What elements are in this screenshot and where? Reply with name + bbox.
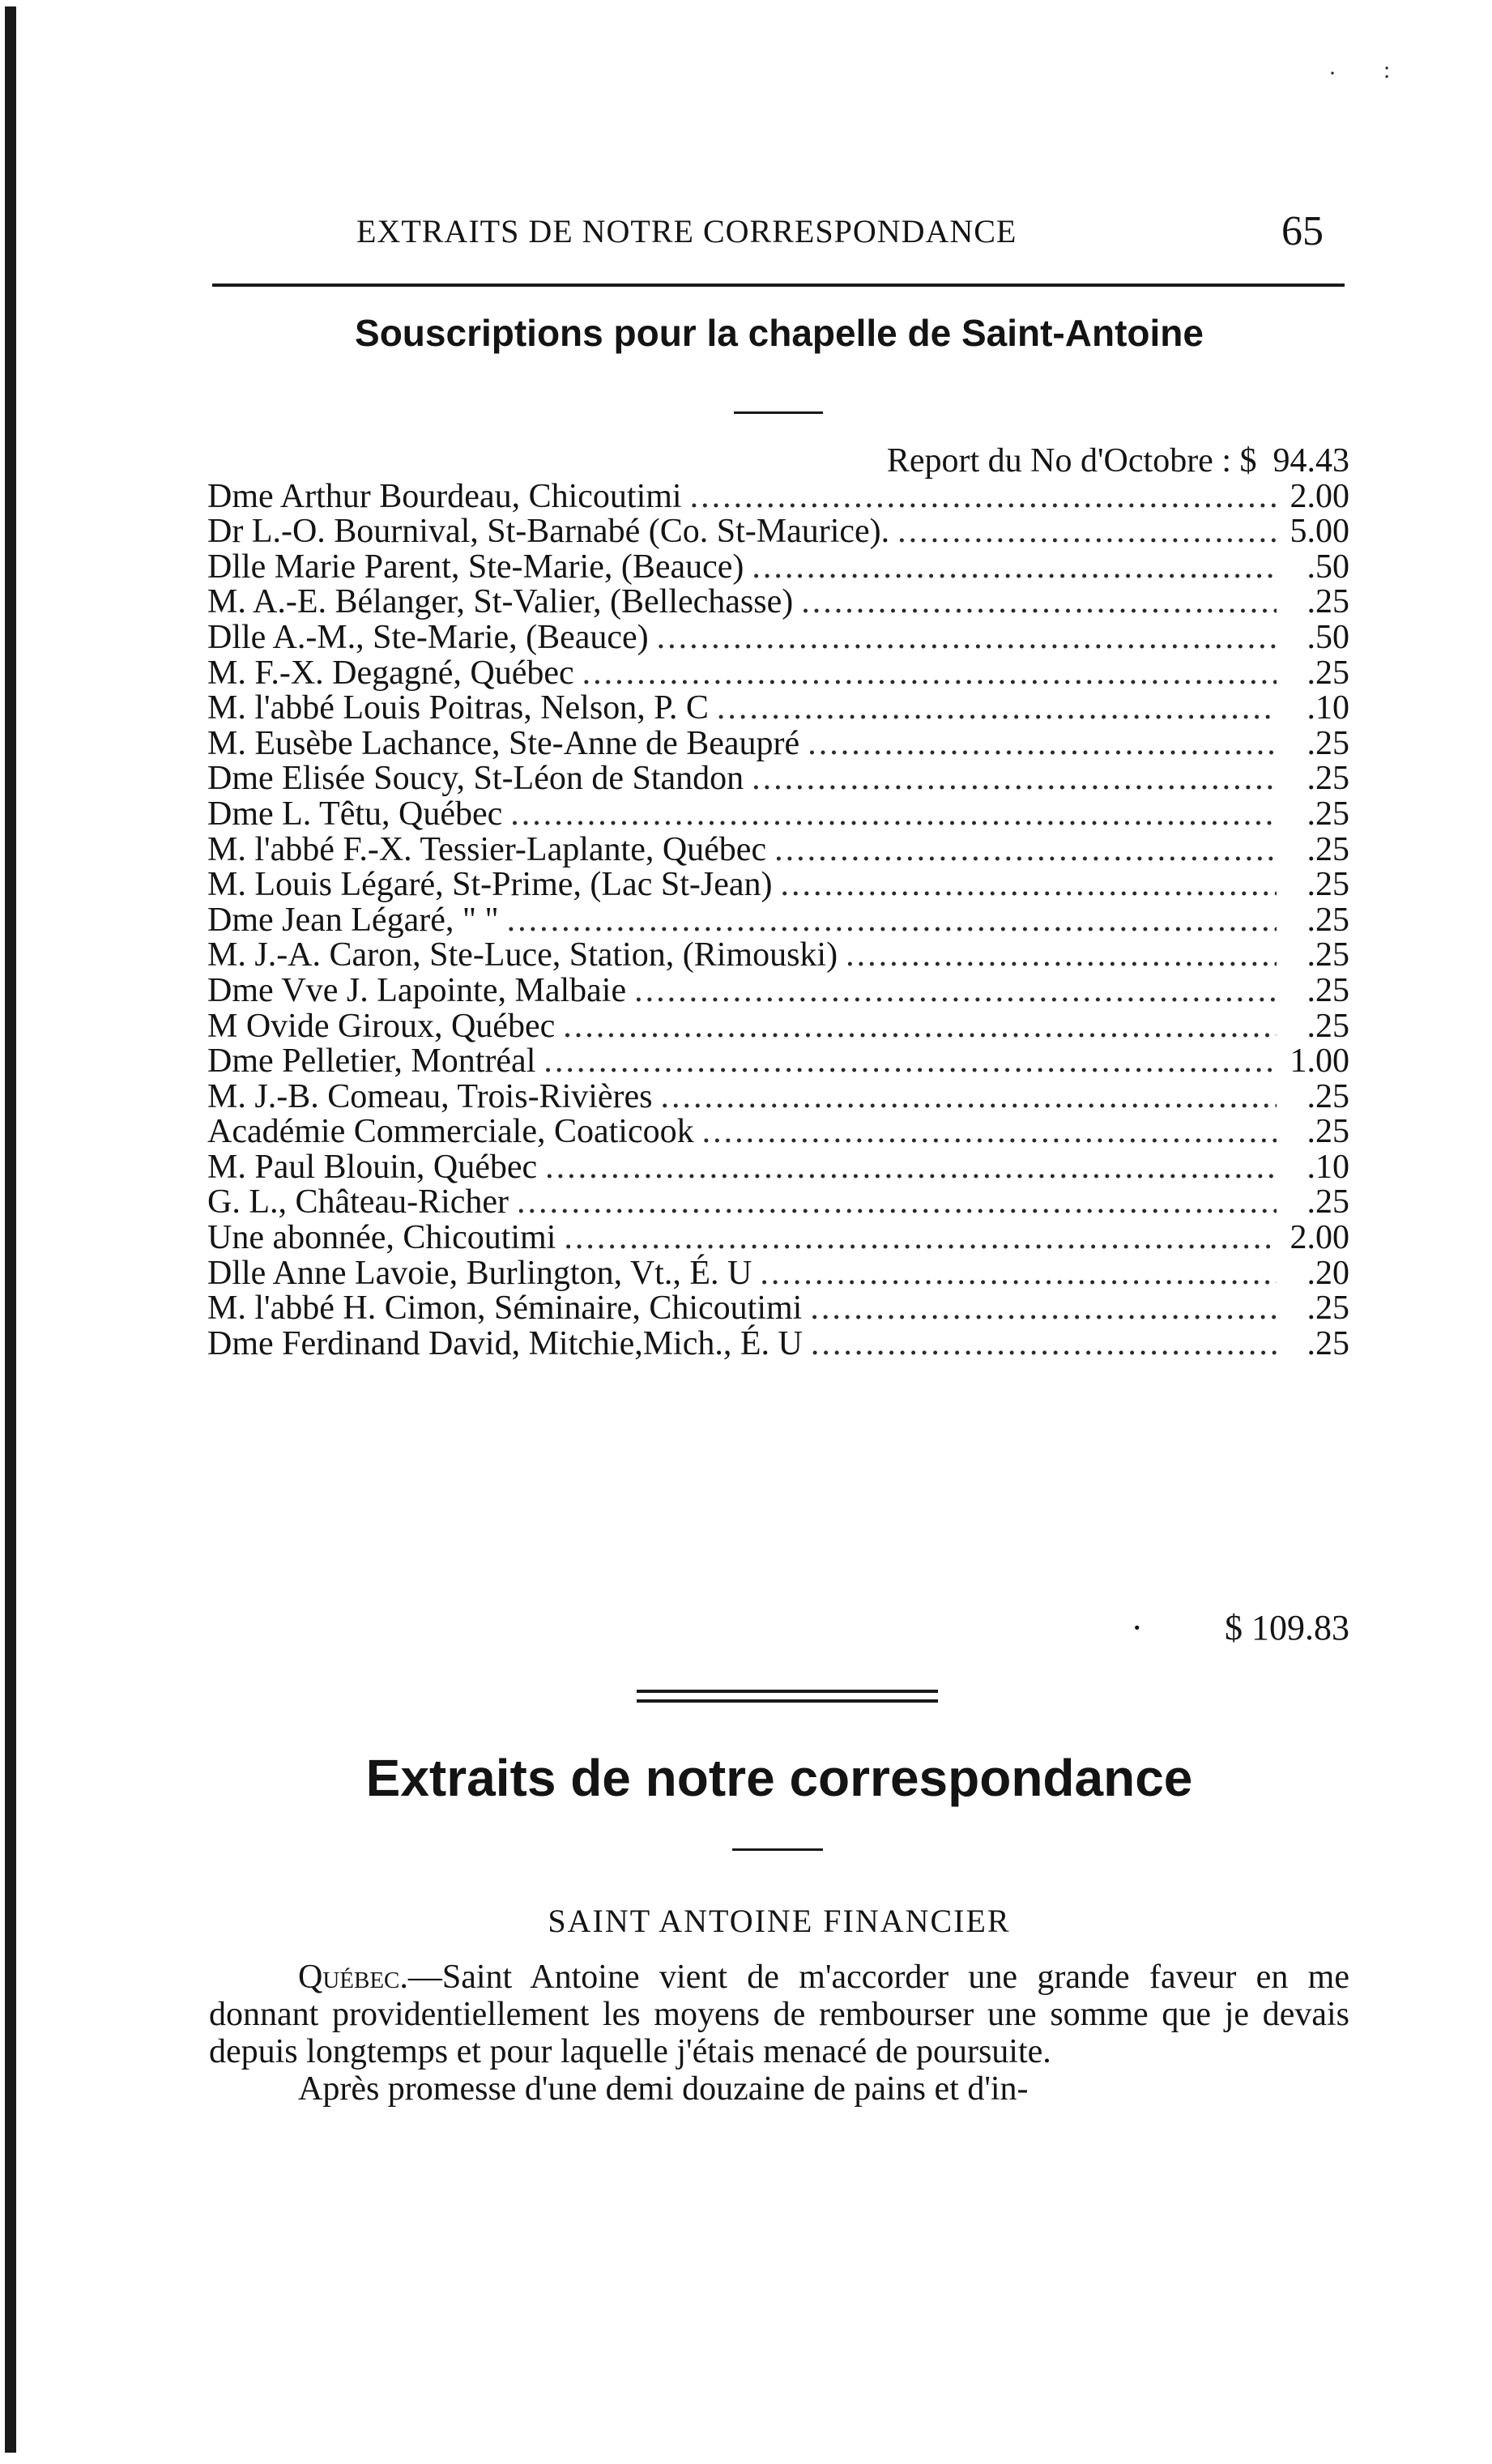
subscriber-name: M. Paul Blouin, Québec xyxy=(207,1148,538,1186)
subscription-amount: .25 xyxy=(1307,971,1349,1009)
title-separator xyxy=(734,411,823,414)
subscriber-name: Dme Arthur Bourdeau, Chicoutimi xyxy=(207,477,682,515)
subscription-rows xyxy=(207,477,1349,1362)
dot-leader xyxy=(510,797,1277,833)
header-rule xyxy=(212,283,1345,287)
subscription-row xyxy=(207,1077,1349,1115)
dot-leader xyxy=(752,761,1277,797)
subscriptions-title: Souscriptions pour la chapelle de Saint-Antoine xyxy=(355,312,1204,354)
subscriber-name: M Ovide Giroux, Québec xyxy=(207,1007,556,1045)
subscriber-name: Dme Jean Légaré, " " xyxy=(207,901,499,939)
dot-leader xyxy=(517,1185,1277,1221)
dot-leader xyxy=(661,1080,1277,1115)
subscription-row xyxy=(207,1009,1349,1045)
subscriber-name: Dme Ferdinand David, Mitchie,Mich., É. U xyxy=(207,1324,803,1362)
subscriber-name: Dme Elisée Soucy, St-Léon de Standon xyxy=(207,760,744,798)
subscription-amount: .50 xyxy=(1307,548,1349,586)
subscription-row xyxy=(207,830,1349,868)
heading-separator xyxy=(732,1848,823,1851)
dot-leader xyxy=(563,1009,1277,1045)
subscription-row xyxy=(207,1256,1349,1292)
subscription-amount: .25 xyxy=(1307,1113,1349,1151)
subscriber-name: Académie Commerciale, Coaticook xyxy=(207,1113,694,1151)
dot-leader xyxy=(507,903,1277,939)
subscriber-name: M. l'abbé Louis Poitras, Nelson, P. C xyxy=(207,689,709,727)
subscription-amount: .25 xyxy=(1307,830,1349,868)
dot-leader xyxy=(897,514,1277,550)
dot-leader xyxy=(690,480,1277,515)
subscription-amount: .25 xyxy=(1307,1324,1349,1362)
report-row xyxy=(207,444,1349,480)
subscription-amount: .10 xyxy=(1307,689,1349,727)
running-title: EXTRAITS DE NOTRE CORRESPONDANCE xyxy=(356,213,1017,249)
subscription-amount: .25 xyxy=(1307,760,1349,798)
subscriber-name: Dme Vve J. Lapointe, Malbaie xyxy=(207,971,627,1009)
running-head xyxy=(214,208,1348,254)
subscriber-name: M. l'abbé F.-X. Tessier-Laplante, Québec xyxy=(207,830,767,868)
dot-leader xyxy=(545,1150,1277,1186)
article-body xyxy=(209,1959,1349,2108)
page-number: 65 xyxy=(1281,208,1324,254)
total-row xyxy=(972,1607,1349,1648)
subscriber-name: M. J.-B. Comeau, Trois-Rivières xyxy=(207,1077,653,1115)
subscription-row xyxy=(207,868,1349,903)
subscription-amount: .25 xyxy=(1307,724,1349,762)
subscriber-name: Une abonnée, Chicoutimi xyxy=(207,1219,556,1257)
subscription-row xyxy=(207,691,1349,727)
subscription-row xyxy=(207,656,1349,692)
subscription-amount: .25 xyxy=(1307,1077,1349,1115)
subscription-row xyxy=(207,1291,1349,1327)
subscriber-name: M. Louis Légaré, St-Prime, (Lac St-Jean) xyxy=(207,866,773,904)
subscription-row xyxy=(207,585,1349,620)
subscription-row xyxy=(207,797,1349,833)
subscription-row xyxy=(207,938,1349,974)
dot-leader xyxy=(846,938,1277,974)
subscription-amount: .25 xyxy=(1307,1007,1349,1045)
paragraph: Québec.—Saint Antoine vient de m'accorder une grande faveur en me donnant providentiellement les moyens de rembourser une somme que je devais depuis longtemps et pour laquelle j'étais menacé de poursuite. xyxy=(209,1959,1349,2070)
subscriber-name: M. F.-X. Degagné, Québec xyxy=(207,654,574,692)
paragraph-text: Après promesse d'une demi douzaine de pains et d'in- xyxy=(298,2070,1029,2108)
subscriber-name: M. J.-A. Caron, Ste-Luce, Station, (Rimouski) xyxy=(207,936,838,974)
subscription-row xyxy=(207,550,1349,586)
subscription-amount: 2.00 xyxy=(1290,1219,1349,1257)
subscriber-name: M. Eusèbe Lachance, Ste-Anne de Beaupré xyxy=(207,724,800,762)
page-edge-rule xyxy=(5,6,16,2453)
subscriber-name: M. l'abbé H. Cimon, Séminaire, Chicoutimi xyxy=(207,1290,803,1328)
scan-speck: · xyxy=(1328,60,1336,87)
dot-leader xyxy=(760,1256,1277,1292)
subscription-amount: 2.00 xyxy=(1290,477,1349,515)
subscriber-name: Dme Pelletier, Montréal xyxy=(207,1042,536,1081)
subscription-row xyxy=(207,620,1349,656)
subscription-row xyxy=(207,1150,1349,1186)
scan-speck: : xyxy=(1383,57,1391,83)
subscriptions-list xyxy=(207,444,1349,1362)
subscriber-name: Dlle A.-M., Ste-Marie, (Beauce) xyxy=(207,618,649,656)
subscription-amount: 5.00 xyxy=(1290,513,1349,551)
subscriber-name: Dme L. Têtu, Québec xyxy=(207,795,503,833)
subscription-amount: .25 xyxy=(1307,583,1349,621)
dot-leader xyxy=(811,1327,1277,1362)
subscription-amount: .25 xyxy=(1307,795,1349,833)
subscriber-name: Dr L.-O. Bournival, St-Barnabé (Co. St-Maurice). xyxy=(207,513,890,551)
double-rule-top xyxy=(637,1690,938,1693)
report-amount: 94.43 xyxy=(1272,442,1349,480)
dot-leader xyxy=(810,1291,1277,1327)
subscriber-name: Dlle Marie Parent, Ste-Marie, (Beauce) xyxy=(207,548,744,586)
double-rule-bottom xyxy=(637,1699,938,1703)
dot-leader xyxy=(801,585,1277,620)
dot-leader xyxy=(717,691,1277,727)
dot-leader xyxy=(634,974,1277,1009)
dot-leader xyxy=(544,1044,1277,1080)
subscription-amount: .10 xyxy=(1307,1148,1349,1186)
subscription-amount: 1.00 xyxy=(1290,1042,1349,1081)
dot-leader xyxy=(657,620,1277,656)
dot-leader xyxy=(702,1115,1277,1150)
subscription-amount: .50 xyxy=(1307,618,1349,656)
total-amount: $ 109.83 xyxy=(1225,1608,1349,1648)
subscriber-name: G. L., Château-Richer xyxy=(207,1183,509,1221)
correspondance-heading: Extraits de notre correspondance xyxy=(365,1749,1193,1807)
subscription-amount: .25 xyxy=(1307,901,1349,939)
subscription-row xyxy=(207,903,1349,939)
dot-leader xyxy=(582,656,1277,692)
subscription-amount: .25 xyxy=(1307,654,1349,692)
paragraph-text: Saint Antoine vient de m'accorder une grande faveur en me donnant providentiellement les moyens de rembourser une somme que je devais depuis longtemps et pour laquelle j'étais menacé de poursuite. xyxy=(209,1959,1349,2070)
dot-leader xyxy=(808,727,1277,762)
subscription-row xyxy=(207,514,1349,550)
subscription-amount: .25 xyxy=(1307,936,1349,974)
subscription-row xyxy=(207,477,1349,515)
subscription-row xyxy=(207,761,1349,797)
report-label: Report du No d'Octobre : $ xyxy=(886,442,1257,480)
subscription-row xyxy=(207,724,1349,762)
article-title: SAINT ANTOINE FINANCIER xyxy=(548,1903,1011,1939)
total-marker: · xyxy=(1131,1608,1143,1648)
dot-leader xyxy=(780,868,1277,903)
subscription-row xyxy=(207,971,1349,1009)
subscriber-name: M. A.-E. Bélanger, St-Valier, (Bellechasse) xyxy=(207,583,794,621)
subscription-row xyxy=(207,1324,1349,1362)
dateline-place: Québec xyxy=(298,1959,400,1996)
subscription-amount: .20 xyxy=(1307,1254,1349,1292)
dot-leader xyxy=(564,1221,1277,1256)
subscription-amount: .25 xyxy=(1307,1290,1349,1328)
subscription-row xyxy=(207,1115,1349,1150)
subscriber-name: Dlle Anne Lavoie, Burlington, Vt., É. U xyxy=(207,1254,752,1292)
subscription-row xyxy=(207,1044,1349,1080)
subscription-row xyxy=(207,1221,1349,1256)
dot-leader xyxy=(774,833,1277,868)
subscription-row xyxy=(207,1185,1349,1221)
subscription-amount: .25 xyxy=(1307,866,1349,904)
subscription-amount: .25 xyxy=(1307,1183,1349,1221)
dot-leader xyxy=(752,550,1277,586)
paragraph xyxy=(209,2070,1349,2108)
